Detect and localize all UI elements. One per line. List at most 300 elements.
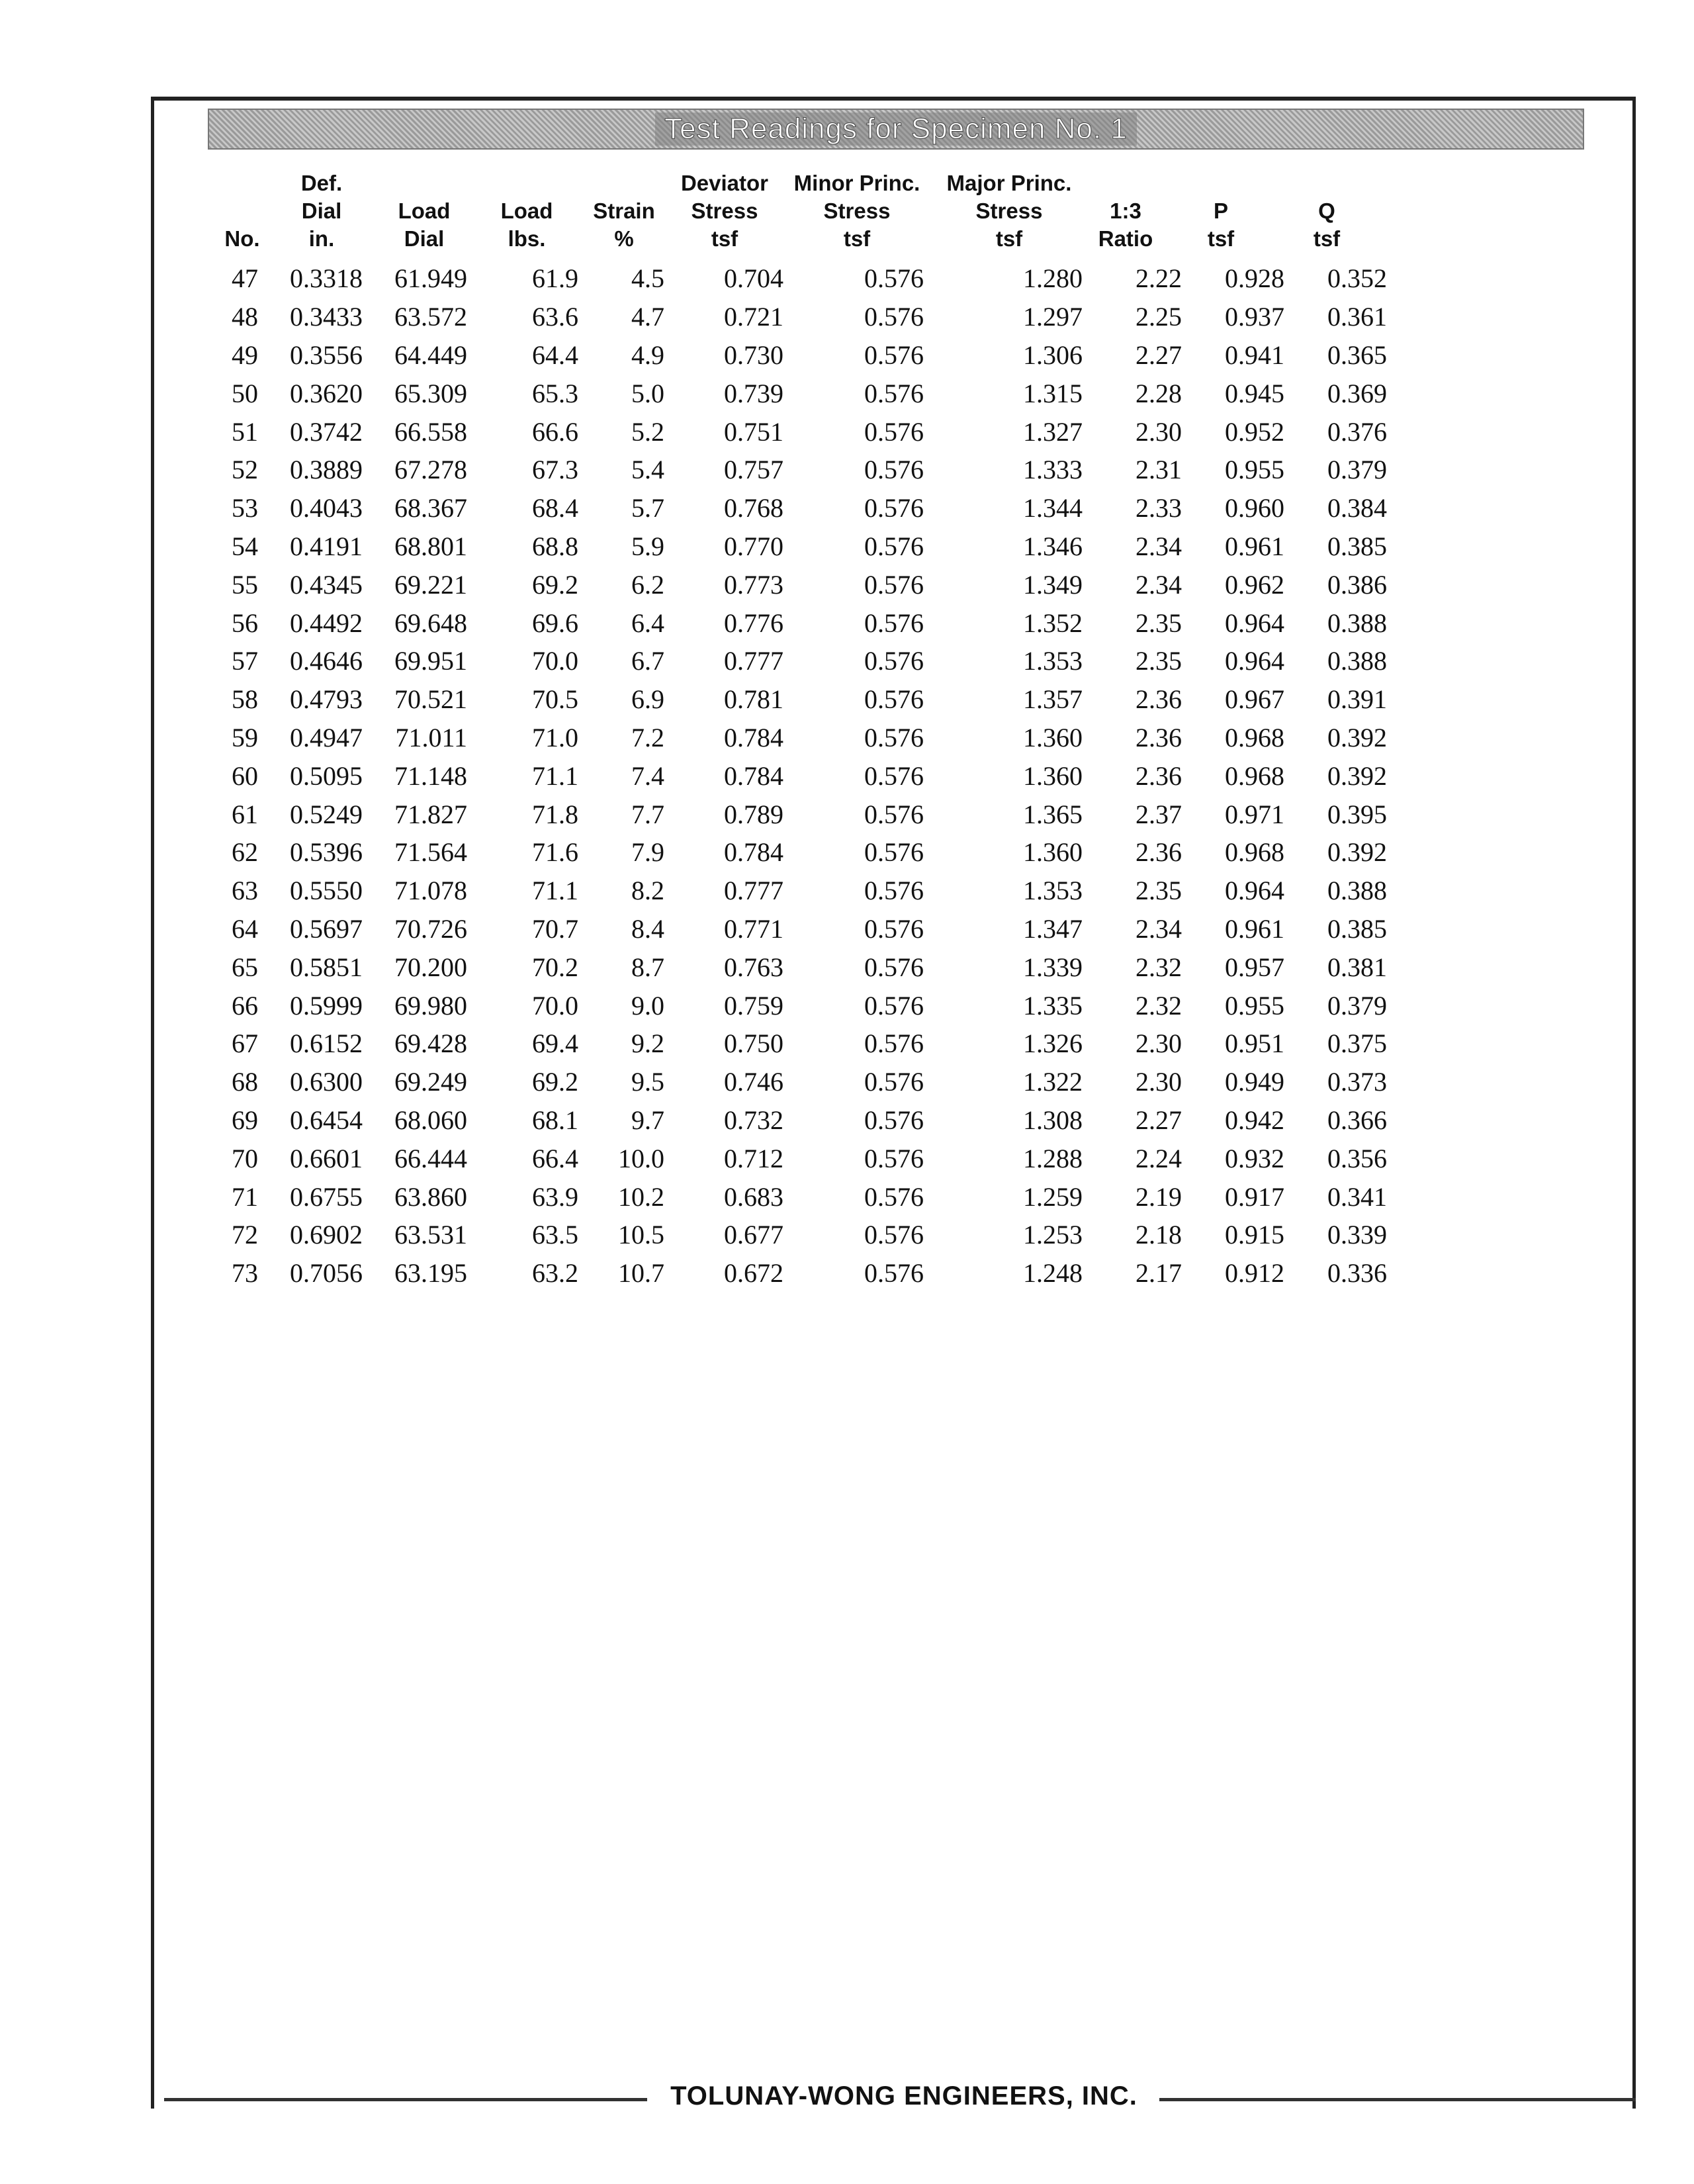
cell-q: 0.388 [1327, 646, 1387, 676]
cell-strain: 10.0 [618, 1143, 664, 1173]
cell-no: 69 [232, 1105, 258, 1135]
cell-major: 1.353 [1023, 646, 1083, 676]
table-row [205, 642, 1391, 680]
cell-major: 1.248 [1023, 1258, 1083, 1289]
cell-ratio: 2.27 [1136, 1105, 1182, 1135]
cell-major: 1.347 [1023, 913, 1083, 944]
cell-load_lbs: 70.5 [532, 684, 578, 715]
cell-deviator: 0.784 [724, 722, 783, 752]
cell-load_dial: 63.195 [394, 1258, 467, 1289]
cell-load_dial: 69.428 [394, 1028, 467, 1059]
cell-strain: 5.9 [631, 531, 664, 561]
cell-major: 1.339 [1023, 952, 1083, 982]
cell-no: 56 [232, 608, 258, 638]
footer-rule-right [1159, 2098, 1636, 2101]
cell-q: 0.341 [1327, 1181, 1387, 1212]
cell-minor: 0.576 [864, 760, 924, 791]
cell-no: 50 [232, 378, 258, 408]
cell-ratio: 2.36 [1136, 760, 1182, 791]
cell-ratio: 2.19 [1136, 1181, 1182, 1212]
cell-q: 0.352 [1327, 263, 1387, 294]
cell-strain: 6.7 [631, 646, 664, 676]
cell-major: 1.346 [1023, 531, 1083, 561]
cell-load_dial: 71.011 [395, 722, 467, 752]
cell-def_dial: 0.4345 [290, 569, 363, 600]
cell-deviator: 0.750 [724, 1028, 783, 1059]
cell-load_lbs: 71.1 [532, 876, 578, 906]
cell-def_dial: 0.4947 [290, 722, 363, 752]
cell-deviator: 0.777 [724, 646, 783, 676]
cell-deviator: 0.773 [724, 569, 783, 600]
cell-no: 49 [232, 340, 258, 370]
cell-deviator: 0.683 [724, 1181, 783, 1212]
cell-deviator: 0.771 [724, 913, 783, 944]
cell-ratio: 2.33 [1136, 493, 1182, 523]
cell-major: 1.335 [1023, 990, 1083, 1021]
table-row [205, 833, 1391, 872]
cell-no: 68 [232, 1067, 258, 1097]
cell-major: 1.308 [1023, 1105, 1083, 1135]
cell-load_dial: 61.949 [394, 263, 467, 294]
cell-def_dial: 0.5249 [290, 799, 363, 829]
cell-load_lbs: 63.6 [532, 302, 578, 332]
cell-load_lbs: 64.4 [532, 340, 578, 370]
cell-ratio: 2.30 [1136, 416, 1182, 447]
cell-strain: 7.9 [631, 837, 664, 868]
cell-q: 0.361 [1327, 302, 1387, 332]
cell-load_dial: 64.449 [394, 340, 467, 370]
cell-p: 0.961 [1225, 531, 1284, 561]
cell-no: 53 [232, 493, 258, 523]
cell-major: 1.333 [1023, 455, 1083, 485]
cell-no: 61 [232, 799, 258, 829]
cell-minor: 0.576 [864, 1143, 924, 1173]
table-row [205, 489, 1391, 527]
cell-minor: 0.576 [864, 531, 924, 561]
cell-q: 0.386 [1327, 569, 1387, 600]
cell-no: 73 [232, 1258, 258, 1289]
cell-minor: 0.576 [864, 1181, 924, 1212]
cell-p: 0.955 [1225, 455, 1284, 485]
table-row [205, 374, 1391, 412]
cell-deviator: 0.730 [724, 340, 783, 370]
cell-strain: 5.7 [631, 493, 664, 523]
cell-no: 54 [232, 531, 258, 561]
cell-no: 57 [232, 646, 258, 676]
cell-major: 1.365 [1023, 799, 1083, 829]
cell-deviator: 0.739 [724, 378, 783, 408]
cell-strain: 6.4 [631, 608, 664, 638]
cell-deviator: 0.672 [724, 1258, 783, 1289]
cell-p: 0.912 [1225, 1258, 1284, 1289]
cell-load_dial: 66.558 [394, 416, 467, 447]
cell-p: 0.968 [1225, 722, 1284, 752]
cell-def_dial: 0.3556 [290, 340, 363, 370]
cell-p: 0.968 [1225, 760, 1284, 791]
table-row [205, 986, 1391, 1024]
table-row [205, 451, 1391, 489]
cell-q: 0.392 [1327, 760, 1387, 791]
cell-minor: 0.576 [864, 455, 924, 485]
cell-def_dial: 0.5550 [290, 876, 363, 906]
header-def-dial: Def. Dial in. [300, 171, 343, 251]
header-q: Q tsf [1313, 199, 1341, 251]
cell-strain: 6.9 [631, 684, 664, 715]
cell-def_dial: 0.6902 [290, 1220, 363, 1250]
cell-no: 67 [232, 1028, 258, 1059]
cell-minor: 0.576 [864, 1028, 924, 1059]
cell-major: 1.344 [1023, 493, 1083, 523]
cell-def_dial: 0.6152 [290, 1028, 363, 1059]
cell-p: 0.917 [1225, 1181, 1284, 1212]
cell-p: 0.967 [1225, 684, 1284, 715]
cell-deviator: 0.712 [724, 1143, 783, 1173]
cell-minor: 0.576 [864, 1220, 924, 1250]
cell-load_dial: 63.531 [394, 1220, 467, 1250]
cell-minor: 0.576 [864, 340, 924, 370]
cell-p: 0.960 [1225, 493, 1284, 523]
cell-def_dial: 0.5396 [290, 837, 363, 868]
cell-major: 1.357 [1023, 684, 1083, 715]
cell-load_lbs: 66.6 [532, 416, 578, 447]
cell-ratio: 2.30 [1136, 1028, 1182, 1059]
cell-load_lbs: 67.3 [532, 455, 578, 485]
cell-def_dial: 0.3742 [290, 416, 363, 447]
cell-ratio: 2.25 [1136, 302, 1182, 332]
cell-major: 1.327 [1023, 416, 1083, 447]
table-row [205, 756, 1391, 795]
cell-p: 0.928 [1225, 263, 1284, 294]
cell-load_dial: 67.278 [394, 455, 467, 485]
header-strain: Strain % [593, 199, 655, 251]
cell-p: 0.964 [1225, 876, 1284, 906]
cell-major: 1.253 [1023, 1220, 1083, 1250]
footer-rule-left [164, 2098, 647, 2101]
cell-ratio: 2.24 [1136, 1143, 1182, 1173]
cell-ratio: 2.22 [1136, 263, 1182, 294]
cell-q: 0.384 [1327, 493, 1387, 523]
test-readings-table [205, 259, 1391, 1293]
cell-q: 0.339 [1327, 1220, 1387, 1250]
cell-load_dial: 69.249 [394, 1067, 467, 1097]
cell-p: 0.955 [1225, 990, 1284, 1021]
cell-load_lbs: 69.6 [532, 608, 578, 638]
cell-load_lbs: 71.1 [532, 760, 578, 791]
cell-ratio: 2.28 [1136, 378, 1182, 408]
table-row [205, 948, 1391, 986]
cell-load_lbs: 68.8 [532, 531, 578, 561]
cell-def_dial: 0.5095 [290, 760, 363, 791]
cell-load_lbs: 63.9 [532, 1181, 578, 1212]
cell-q: 0.388 [1327, 876, 1387, 906]
cell-def_dial: 0.4043 [290, 493, 363, 523]
cell-ratio: 2.31 [1136, 455, 1182, 485]
cell-minor: 0.576 [864, 1258, 924, 1289]
cell-no: 70 [232, 1143, 258, 1173]
cell-ratio: 2.34 [1136, 913, 1182, 944]
table-row [205, 1177, 1391, 1216]
cell-def_dial: 0.3620 [290, 378, 363, 408]
cell-ratio: 2.36 [1136, 837, 1182, 868]
cell-load_lbs: 71.0 [532, 722, 578, 752]
cell-deviator: 0.757 [724, 455, 783, 485]
cell-no: 47 [232, 263, 258, 294]
cell-ratio: 2.36 [1136, 684, 1182, 715]
cell-strain: 4.7 [631, 302, 664, 332]
cell-strain: 7.4 [631, 760, 664, 791]
cell-q: 0.379 [1327, 455, 1387, 485]
cell-load_lbs: 70.0 [532, 990, 578, 1021]
cell-load_dial: 68.060 [394, 1105, 467, 1135]
cell-deviator: 0.732 [724, 1105, 783, 1135]
cell-load_lbs: 68.4 [532, 493, 578, 523]
cell-strain: 6.2 [631, 569, 664, 600]
cell-def_dial: 0.7056 [290, 1258, 363, 1289]
cell-strain: 9.0 [631, 990, 664, 1021]
cell-strain: 7.2 [631, 722, 664, 752]
table-row [205, 1063, 1391, 1101]
cell-minor: 0.576 [864, 608, 924, 638]
cell-minor: 0.576 [864, 378, 924, 408]
cell-load_dial: 68.801 [394, 531, 467, 561]
table-row [205, 1254, 1391, 1293]
cell-deviator: 0.784 [724, 760, 783, 791]
cell-p: 0.964 [1225, 646, 1284, 676]
cell-p: 0.949 [1225, 1067, 1284, 1097]
cell-p: 0.962 [1225, 569, 1284, 600]
cell-minor: 0.576 [864, 684, 924, 715]
cell-load_lbs: 66.4 [532, 1143, 578, 1173]
cell-major: 1.288 [1023, 1143, 1083, 1173]
cell-strain: 9.2 [631, 1028, 664, 1059]
cell-q: 0.365 [1327, 340, 1387, 370]
cell-no: 55 [232, 569, 258, 600]
cell-no: 59 [232, 722, 258, 752]
cell-load_dial: 69.648 [394, 608, 467, 638]
header-p: P tsf [1207, 199, 1235, 251]
cell-q: 0.388 [1327, 608, 1387, 638]
cell-p: 0.945 [1225, 378, 1284, 408]
cell-load_dial: 63.572 [394, 302, 467, 332]
cell-minor: 0.576 [864, 952, 924, 982]
header-deviator-stress: Deviator Stress tsf [680, 171, 769, 251]
cell-p: 0.952 [1225, 416, 1284, 447]
cell-ratio: 2.35 [1136, 646, 1182, 676]
table-row [205, 336, 1391, 375]
cell-q: 0.369 [1327, 378, 1387, 408]
cell-minor: 0.576 [864, 263, 924, 294]
cell-load_lbs: 63.2 [532, 1258, 578, 1289]
page-title: Test Readings for Specimen No. 1 [655, 113, 1137, 146]
cell-ratio: 2.35 [1136, 608, 1182, 638]
cell-major: 1.360 [1023, 760, 1083, 791]
cell-load_lbs: 69.2 [532, 1067, 578, 1097]
cell-deviator: 0.763 [724, 952, 783, 982]
cell-deviator: 0.759 [724, 990, 783, 1021]
table-row [205, 565, 1391, 604]
cell-def_dial: 0.4646 [290, 646, 363, 676]
cell-deviator: 0.751 [724, 416, 783, 447]
cell-minor: 0.576 [864, 569, 924, 600]
cell-load_lbs: 61.9 [532, 263, 578, 294]
cell-strain: 8.7 [631, 952, 664, 982]
cell-minor: 0.576 [864, 416, 924, 447]
cell-load_dial: 68.367 [394, 493, 467, 523]
table-row [205, 795, 1391, 833]
cell-def_dial: 0.5697 [290, 913, 363, 944]
cell-minor: 0.576 [864, 990, 924, 1021]
cell-def_dial: 0.5999 [290, 990, 363, 1021]
title-banner [208, 109, 1584, 150]
cell-load_dial: 66.444 [394, 1143, 467, 1173]
cell-deviator: 0.781 [724, 684, 783, 715]
cell-major: 1.315 [1023, 378, 1083, 408]
cell-no: 66 [232, 990, 258, 1021]
cell-no: 51 [232, 416, 258, 447]
cell-q: 0.336 [1327, 1258, 1387, 1289]
cell-load_lbs: 71.6 [532, 837, 578, 868]
cell-minor: 0.576 [864, 799, 924, 829]
cell-p: 0.951 [1225, 1028, 1284, 1059]
cell-q: 0.392 [1327, 837, 1387, 868]
header-load-dial: Load Dial [398, 199, 451, 251]
cell-no: 64 [232, 913, 258, 944]
cell-def_dial: 0.4492 [290, 608, 363, 638]
cell-q: 0.385 [1327, 913, 1387, 944]
table-row [205, 719, 1391, 757]
cell-deviator: 0.777 [724, 876, 783, 906]
cell-strain: 5.4 [631, 455, 664, 485]
cell-def_dial: 0.3433 [290, 302, 363, 332]
cell-minor: 0.576 [864, 493, 924, 523]
cell-load_lbs: 65.3 [532, 378, 578, 408]
cell-load_lbs: 69.2 [532, 569, 578, 600]
cell-q: 0.366 [1327, 1105, 1387, 1135]
cell-no: 65 [232, 952, 258, 982]
cell-no: 71 [232, 1181, 258, 1212]
cell-q: 0.392 [1327, 722, 1387, 752]
cell-minor: 0.576 [864, 876, 924, 906]
table-row [205, 872, 1391, 910]
cell-major: 1.326 [1023, 1028, 1083, 1059]
cell-minor: 0.576 [864, 837, 924, 868]
cell-q: 0.381 [1327, 952, 1387, 982]
cell-def_dial: 0.3318 [290, 263, 363, 294]
cell-load_lbs: 69.4 [532, 1028, 578, 1059]
cell-q: 0.373 [1327, 1067, 1387, 1097]
cell-q: 0.395 [1327, 799, 1387, 829]
cell-p: 0.968 [1225, 837, 1284, 868]
cell-strain: 7.7 [631, 799, 664, 829]
table-row [205, 680, 1391, 719]
cell-load_dial: 65.309 [394, 378, 467, 408]
cell-no: 60 [232, 760, 258, 791]
cell-deviator: 0.776 [724, 608, 783, 638]
table-row [205, 1024, 1391, 1063]
cell-deviator: 0.677 [724, 1220, 783, 1250]
cell-minor: 0.576 [864, 1105, 924, 1135]
cell-p: 0.941 [1225, 340, 1284, 370]
cell-deviator: 0.721 [724, 302, 783, 332]
cell-minor: 0.576 [864, 722, 924, 752]
table-row [205, 910, 1391, 948]
cell-load_dial: 69.951 [394, 646, 467, 676]
cell-major: 1.353 [1023, 876, 1083, 906]
cell-deviator: 0.789 [724, 799, 783, 829]
footer-company-name: TOLUNAY-WONG ENGINEERS, INC. [670, 2081, 1137, 2111]
cell-no: 48 [232, 302, 258, 332]
cell-q: 0.379 [1327, 990, 1387, 1021]
cell-strain: 9.7 [631, 1105, 664, 1135]
table-row [205, 412, 1391, 451]
cell-p: 0.932 [1225, 1143, 1284, 1173]
cell-strain: 10.5 [618, 1220, 664, 1250]
cell-p: 0.915 [1225, 1220, 1284, 1250]
cell-deviator: 0.784 [724, 837, 783, 868]
cell-q: 0.376 [1327, 416, 1387, 447]
cell-major: 1.259 [1023, 1181, 1083, 1212]
cell-deviator: 0.770 [724, 531, 783, 561]
cell-p: 0.942 [1225, 1105, 1284, 1135]
cell-strain: 5.0 [631, 378, 664, 408]
cell-ratio: 2.32 [1136, 952, 1182, 982]
cell-ratio: 2.34 [1136, 531, 1182, 561]
cell-no: 62 [232, 837, 258, 868]
cell-strain: 4.5 [631, 263, 664, 294]
table-row [205, 1139, 1391, 1177]
cell-deviator: 0.746 [724, 1067, 783, 1097]
cell-load_dial: 71.148 [394, 760, 467, 791]
cell-minor: 0.576 [864, 1067, 924, 1097]
cell-strain: 8.2 [631, 876, 664, 906]
cell-ratio: 2.37 [1136, 799, 1182, 829]
cell-minor: 0.576 [864, 913, 924, 944]
cell-def_dial: 0.6300 [290, 1067, 363, 1097]
cell-load_dial: 70.521 [394, 684, 467, 715]
cell-ratio: 2.17 [1136, 1258, 1182, 1289]
table-row [205, 259, 1391, 298]
cell-q: 0.375 [1327, 1028, 1387, 1059]
cell-ratio: 2.36 [1136, 722, 1182, 752]
cell-major: 1.297 [1023, 302, 1083, 332]
table-row [205, 1216, 1391, 1254]
cell-load_dial: 70.200 [394, 952, 467, 982]
cell-def_dial: 0.6454 [290, 1105, 363, 1135]
cell-p: 0.957 [1225, 952, 1284, 982]
cell-load_lbs: 70.2 [532, 952, 578, 982]
cell-def_dial: 0.5851 [290, 952, 363, 982]
cell-minor: 0.576 [864, 646, 924, 676]
cell-load_lbs: 71.8 [532, 799, 578, 829]
cell-no: 72 [232, 1220, 258, 1250]
cell-ratio: 2.18 [1136, 1220, 1182, 1250]
cell-strain: 8.4 [631, 913, 664, 944]
cell-major: 1.306 [1023, 340, 1083, 370]
cell-strain: 9.5 [631, 1067, 664, 1097]
cell-ratio: 2.30 [1136, 1067, 1182, 1097]
cell-load_dial: 71.078 [394, 876, 467, 906]
cell-strain: 10.7 [618, 1258, 664, 1289]
cell-load_dial: 71.564 [394, 837, 467, 868]
cell-strain: 10.2 [618, 1181, 664, 1212]
cell-def_dial: 0.6601 [290, 1143, 363, 1173]
cell-load_lbs: 70.7 [532, 913, 578, 944]
table-row [205, 1101, 1391, 1140]
header-load-lbs: Load lbs. [500, 199, 553, 251]
header-no: No. [224, 226, 260, 251]
cell-major: 1.349 [1023, 569, 1083, 600]
cell-load_dial: 69.980 [394, 990, 467, 1021]
